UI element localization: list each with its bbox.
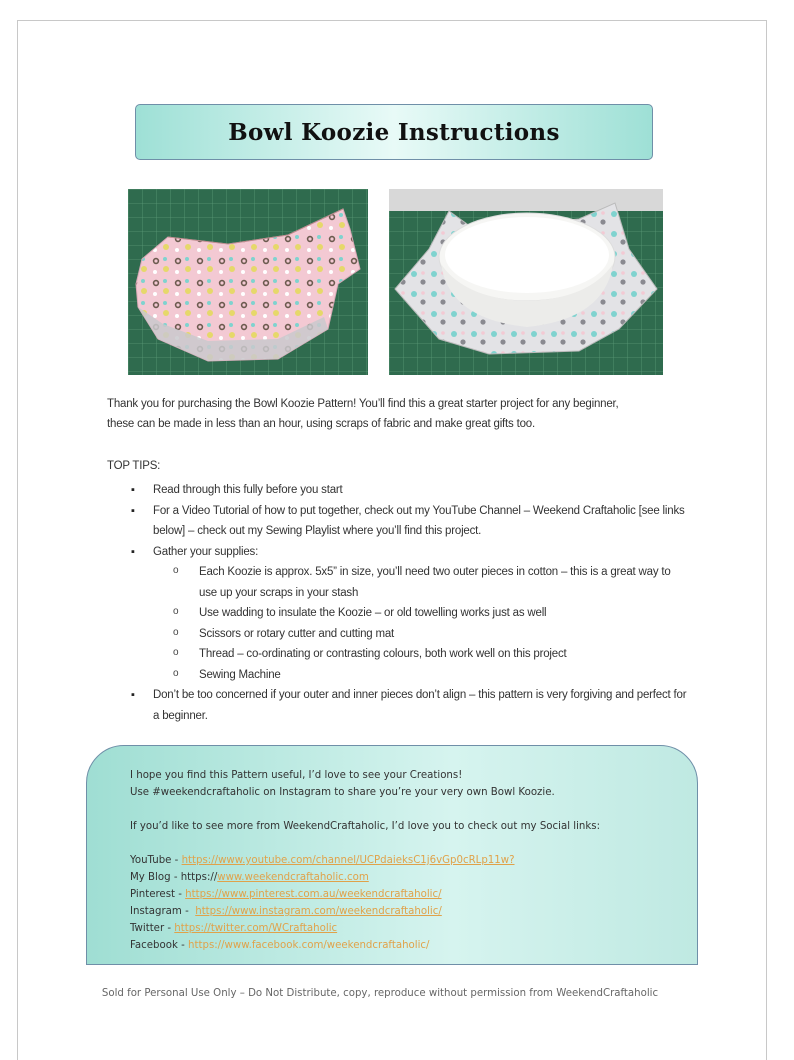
supply-text: Use wadding to insulate the Koozie – or old towelling works just as well	[199, 607, 547, 619]
top-tips-list	[107, 480, 687, 726]
intro-paragraph	[107, 394, 687, 434]
instagram-row	[130, 903, 690, 920]
supply-item	[153, 665, 687, 686]
supply-item	[153, 562, 687, 603]
facebook-label: Facebook -	[130, 940, 189, 951]
supply-item	[153, 603, 687, 624]
twitter-label: Twitter -	[130, 923, 175, 934]
pinterest-row	[130, 886, 690, 903]
blog-link[interactable]: www.weekendcraftaholic.com	[217, 872, 369, 883]
supply-text: Sewing Machine	[199, 668, 281, 681]
instagram-link[interactable]: https://www.instagram.com/weekendcraftaholic/	[195, 906, 442, 917]
supplies-list	[153, 562, 687, 685]
youtube-row	[130, 852, 690, 869]
top-tips-heading: TOP TIPS:	[107, 460, 161, 472]
footer-notice: Sold for Personal Use Only – Do Not Distribute, copy, reproduce without permission from WeekendCraftaholic	[101, 988, 659, 999]
twitter-link[interactable]: https://twitter.com/WCraftaholic	[174, 923, 338, 934]
info-line-3: If you’d like to see more from WeekendCraftaholic, I’d love you to check out my Social links:	[130, 821, 601, 832]
facebook-row	[130, 937, 690, 954]
supply-text: Thread – co-ordinating or contrasting colours, both work well on this project	[199, 648, 567, 660]
title-banner	[135, 104, 653, 160]
instagram-label: Instagram -	[130, 906, 196, 917]
twitter-row	[130, 920, 690, 937]
photo-koozie-with-bowl	[389, 189, 663, 375]
tip-text: Read through this fully before you start	[153, 484, 343, 496]
facebook-link[interactable]: https://www.facebook.com/weekendcraftaholic/	[188, 940, 430, 951]
supply-item	[153, 624, 687, 645]
koozie-empty-image	[128, 189, 368, 375]
blog-label: My Blog - https://	[130, 872, 218, 883]
youtube-label: YouTube -	[130, 855, 182, 866]
tip-text: Gather your supplies:	[153, 545, 259, 558]
supply-text: Scissors or rotary cutter and cutting mat	[199, 627, 395, 640]
tip-text: For a Video Tutorial of how to put together, check out my YouTube Channel – Weekend Craftaholic [see links below] – check out my Sewing Playlist where you’ll find this project.	[153, 504, 685, 537]
supply-item	[153, 644, 687, 665]
tip-item	[107, 501, 687, 542]
page-title: Bowl Koozie Instructions	[228, 118, 560, 146]
blog-row	[130, 869, 690, 886]
tip-item	[107, 480, 687, 501]
intro-line-1: Thank you for purchasing the Bowl Koozie Pattern! You’ll find this a great starter project for any beginner,	[107, 398, 619, 410]
photo-koozie-empty	[128, 189, 368, 375]
youtube-link[interactable]: https://www.youtube.com/channel/UCPdaieksC1j6vGp0cRLp11w?	[181, 855, 515, 866]
supply-text: Each Koozie is approx. 5x5” in size, you’ll need two outer pieces in cotton – this is a great way to use up your scraps in your stash	[199, 566, 671, 599]
tip-item	[107, 685, 687, 726]
tip-item	[107, 542, 687, 686]
pinterest-link[interactable]: https://www.pinterest.com.au/weekendcraftaholic/	[185, 889, 442, 900]
koozie-with-bowl-image	[389, 189, 663, 375]
intro-line-2: these can be made in less than an hour, using scraps of fabric and make great gifts too.	[107, 418, 535, 430]
social-info-content	[130, 767, 690, 954]
tip-text: Don’t be too concerned if your outer and inner pieces don’t align – this pattern is very forgiving and perfect for a beginner.	[153, 689, 687, 722]
info-line-2: Use #weekendcraftaholic on Instagram to share you’re your very own Bowl Koozie.	[130, 787, 555, 798]
info-line-1: I hope you find this Pattern useful, I’d love to see your Creations!	[130, 770, 463, 781]
pinterest-label: Pinterest -	[130, 889, 186, 900]
